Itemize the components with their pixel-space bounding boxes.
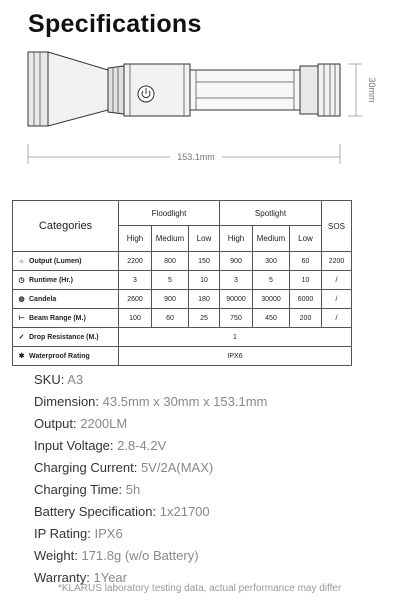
table-row [13, 290, 352, 309]
row-label: Waterproof Rating [29, 353, 90, 360]
table-cell: 800 [152, 252, 189, 271]
spec-value: 5h [125, 482, 141, 497]
spec-label: Warranty: [34, 570, 90, 585]
categories-header: Categories [13, 201, 119, 252]
flashlight-drawing [0, 40, 412, 180]
spec-value: IPX6 [94, 526, 123, 541]
table-cell: 60 [152, 309, 189, 328]
row-label: Beam Range (M.) [29, 315, 86, 322]
spec-label: Battery Specification: [34, 504, 157, 519]
spec-label: Charging Time: [34, 482, 123, 497]
spec-battery [34, 501, 267, 523]
sos-header: SOS [322, 201, 352, 252]
spec-value: 1x21700 [159, 504, 210, 519]
table-cell: 60 [290, 252, 322, 271]
spec-label: IP Rating: [34, 526, 91, 541]
level-header: High [220, 226, 253, 252]
table-cell: 450 [253, 309, 290, 328]
spec-charging-time [34, 479, 267, 501]
level-header: Low [189, 226, 220, 252]
table-cell: 10 [189, 271, 220, 290]
row-label: Candela [29, 296, 57, 303]
table-cell: 2600 [119, 290, 152, 309]
spec-label: Charging Current: [34, 460, 138, 475]
table-cell: 25 [189, 309, 220, 328]
runtime-icon: ◷ [18, 277, 25, 284]
spec-value: 43.5mm x 30mm x 153.1mm [102, 394, 268, 409]
diameter-label: 30mm [367, 77, 377, 103]
page-title: Specifications [28, 10, 202, 38]
spec-label: Dimension: [34, 394, 100, 409]
spotlight-header: Spotlight [220, 201, 322, 226]
spec-value: 5V/2A(MAX) [140, 460, 214, 475]
table-cell: 90000 [220, 290, 253, 309]
beam-range-icon: ⊢ [18, 315, 25, 322]
candela-icon: ◍ [18, 296, 25, 303]
length-label: 153.1mm [177, 152, 215, 162]
disclaimer-note: *KLARUS laboratory testing data, actual performance may differ [58, 583, 342, 594]
table-cell: 1 [119, 328, 352, 347]
spec-value: 2200LM [80, 416, 128, 431]
spec-label: Input Voltage: [34, 438, 114, 453]
table-cell: 900 [152, 290, 189, 309]
level-header: Medium [253, 226, 290, 252]
spec-weight [34, 545, 267, 567]
table-cell: 3 [119, 271, 152, 290]
spec-label: Weight: [34, 548, 78, 563]
table-row [13, 309, 352, 328]
table-row [13, 328, 352, 347]
table-cell: 900 [220, 252, 253, 271]
level-header: High [119, 226, 152, 252]
drop-check-icon: ✓ [18, 334, 25, 341]
table-cell: 200 [290, 309, 322, 328]
table-cell: 30000 [253, 290, 290, 309]
table-cell: 2200 [322, 252, 352, 271]
table-cell: 5 [152, 271, 189, 290]
spec-sku [34, 369, 267, 391]
row-label: Output (Lumen) [29, 257, 82, 265]
table-cell: 180 [189, 290, 220, 309]
table-cell: / [322, 290, 352, 309]
table-cell: 100 [119, 309, 152, 328]
table-cell: 10 [290, 271, 322, 290]
table-cell: IPX6 [119, 347, 352, 366]
table-cell: / [322, 309, 352, 328]
table-row [13, 252, 352, 271]
level-header: Low [290, 226, 322, 252]
table-cell: 750 [220, 309, 253, 328]
table-cell: 3 [220, 271, 253, 290]
level-header: Medium [152, 226, 189, 252]
table-cell: / [322, 271, 352, 290]
spec-ip-rating [34, 523, 267, 545]
performance-table [12, 200, 352, 366]
spec-label: Output: [34, 416, 77, 431]
table-row [13, 347, 352, 366]
floodlight-header: Floodlight [119, 201, 220, 226]
table-row [13, 271, 352, 290]
spec-list [34, 369, 267, 589]
row-label: Drop Resistance (M.) [29, 334, 99, 341]
output-icon: ☼ [18, 257, 25, 265]
spec-input-voltage [34, 435, 267, 457]
table-cell: 6000 [290, 290, 322, 309]
waterproof-icon: ✱ [18, 353, 25, 360]
table-cell: 300 [253, 252, 290, 271]
spec-charging-current [34, 457, 267, 479]
spec-value: 171.8g (w/o Battery) [81, 548, 199, 563]
table-cell: 2200 [119, 252, 152, 271]
row-label: Runtime (Hr.) [29, 277, 73, 284]
spec-value: A3 [67, 372, 84, 387]
spec-value: 2.8-4.2V [117, 438, 167, 453]
table-cell: 5 [253, 271, 290, 290]
spec-dimension [34, 391, 267, 413]
table-cell: 150 [189, 252, 220, 271]
spec-label: SKU: [34, 372, 65, 387]
spec-value: 1Year [93, 570, 127, 585]
spec-output [34, 413, 267, 435]
